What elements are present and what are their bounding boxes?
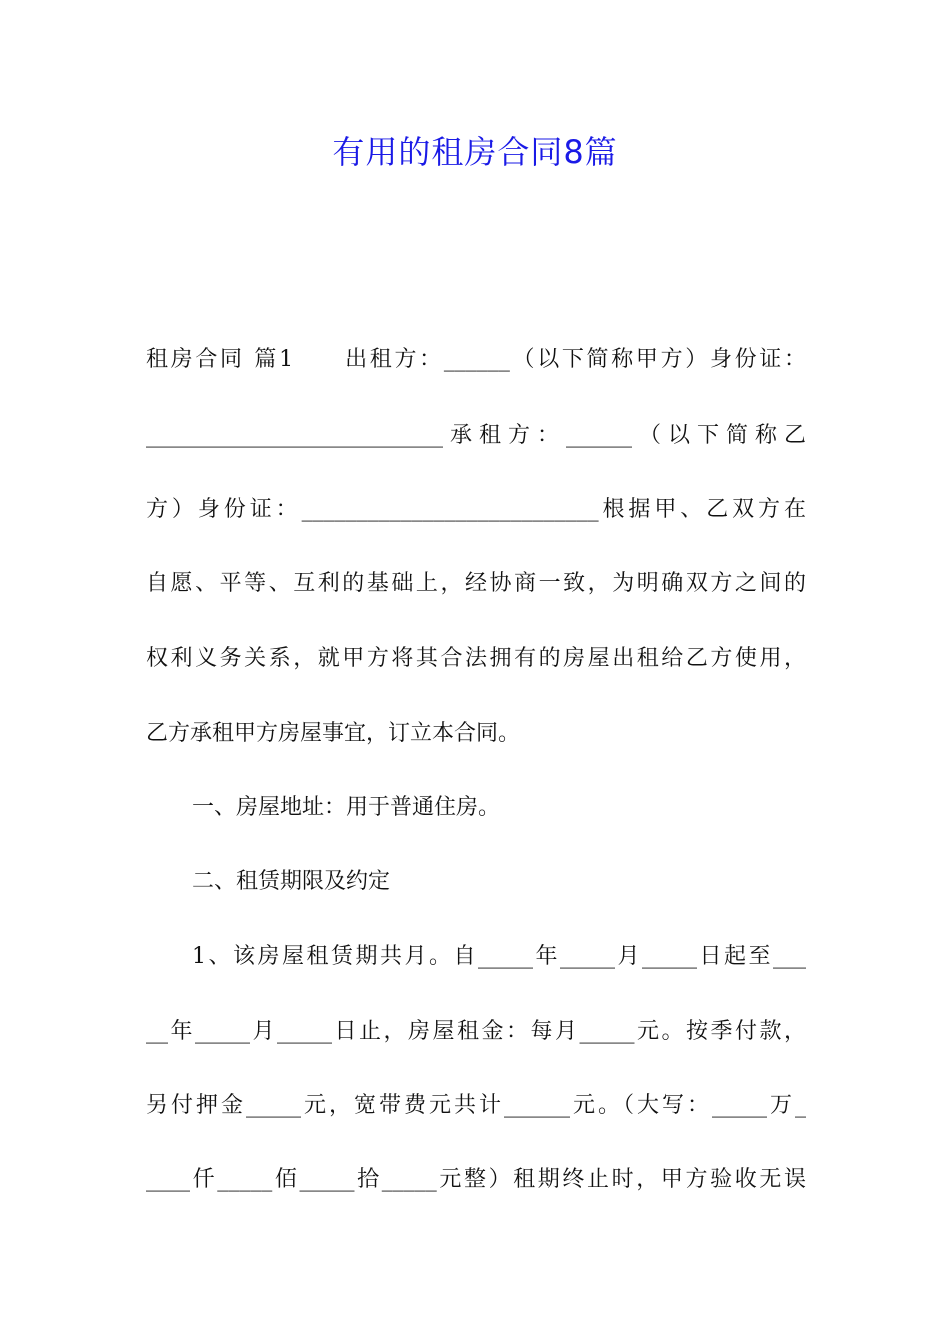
section-heading-address: 一、房屋地址：用于普通住房。	[192, 795, 501, 820]
clause-line-3: 另付押金_____元，宽带费元共计______元。（大写：_____万_	[146, 1093, 806, 1118]
paragraph-line-1: 租房合同 篇1 出租方：______（以下简称甲方）身份证：	[146, 347, 806, 372]
document-title: 有用的租房合同8篇	[332, 133, 618, 171]
paragraph-line-6: 乙方承租甲方房屋事宜，订立本合同。	[146, 721, 521, 746]
paragraph-line-5: 权利义务关系，就甲方将其合法拥有的房屋出租给乙方使用，	[146, 646, 806, 671]
clause-line-2: __年_____月_____日止，房屋租金：每月_____元。按季付款，	[146, 1019, 806, 1044]
paragraph-line-4: 自愿、平等、互利的基础上，经协商一致，为明确双方之间的	[146, 571, 806, 596]
section-heading-lease-term: 二、租赁期限及约定	[192, 869, 391, 894]
paragraph-line-2: ___________________________承租方：______（以下简称乙	[146, 423, 806, 448]
clause-line-4: ____仟_____佰_____拾_____元整）租期终止时，甲方验收无误	[146, 1167, 806, 1192]
paragraph-line-3: 方）身份证：___________________________根据甲、乙双方在	[146, 497, 806, 522]
clause-line-1: 1、该房屋租赁期共月。自_____年_____月_____日起至___	[192, 944, 806, 969]
